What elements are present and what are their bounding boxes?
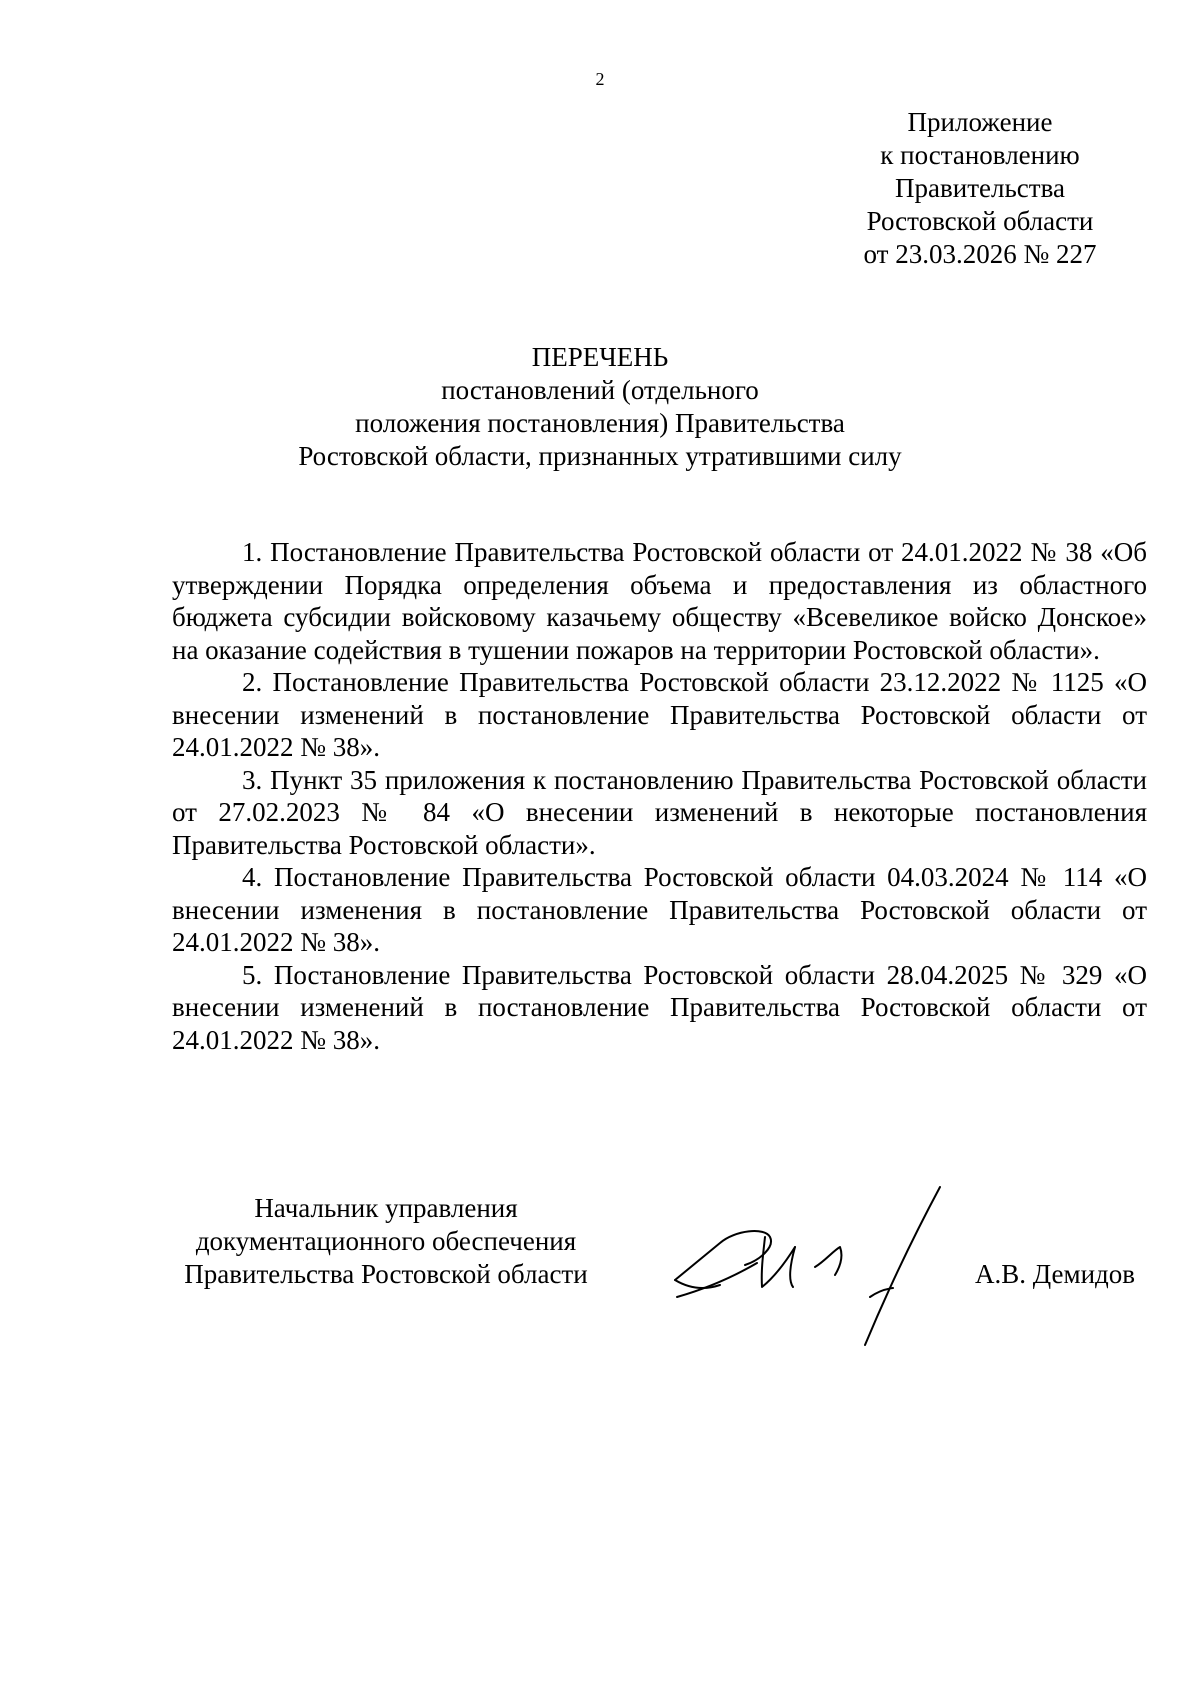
- document-title: [230, 341, 970, 473]
- signer-position-line: Правительства Ростовской области: [184, 1259, 588, 1289]
- title-line: Ростовской области, признанных утратившими силу: [298, 441, 902, 471]
- list-item: 4. Постановление Правительства Ростовской области 04.03.2024 № 114 «О внесении изменения в постановление Правительства Ростовской области от 24.01.2022 № 38».: [172, 862, 1147, 957]
- list-item: 5. Постановление Правительства Ростовской области 28.04.2025 № 329 «О внесении изменений в постановление Правительства Ростовской области от 24.01.2022 № 38».: [172, 959, 1147, 1055]
- appendix-line: Приложение: [907, 107, 1053, 137]
- list-item: 3. Пункт 35 приложения к постановлению Правительства Ростовской области от 27.02.2023 № 84 «О внесении изменений в некоторые постановления Правительства Ростовской области».: [172, 764, 1147, 860]
- appendix-line: от 23.03.2026 № 227: [863, 239, 1097, 269]
- appendix-line: Ростовской области: [866, 206, 1094, 236]
- signer-position-line: документационного обеспечения: [195, 1226, 577, 1256]
- title-line: положения постановления) Правительства: [355, 408, 845, 438]
- appendix-line: к постановлению: [880, 140, 1080, 170]
- signer-position: [160, 1192, 612, 1291]
- appendix-block: [840, 106, 1120, 271]
- list-item: 1. Постановление Правительства Ростовской области от 24.01.2022 № 38 «Об утверждении Порядка определения объема и предоставления из областного бюджета субсидии войсковому казачьему обществу «Всевеликое войско Донское» на оказание содействия в тушении пожаров на территории Ростовской области».: [172, 537, 1147, 665]
- handwritten-signature: [665, 1185, 965, 1350]
- page-number: 2: [595, 69, 605, 89]
- resolutions-list: [172, 536, 1147, 1056]
- list-item: 2. Постановление Правительства Ростовской области 23.12.2022 № 1125 «О внесении изменений в постановление Правительства Ростовской области от 24.01.2022 № 38».: [172, 667, 1147, 762]
- title-line: постановлений (отдельного: [441, 375, 759, 405]
- appendix-line: Правительства: [895, 173, 1065, 203]
- signer-position-line: Начальник управления: [254, 1193, 518, 1223]
- title-heading: ПЕРЕЧЕНЬ: [531, 342, 669, 372]
- signer-name: А.В. Демидов: [975, 1259, 1136, 1289]
